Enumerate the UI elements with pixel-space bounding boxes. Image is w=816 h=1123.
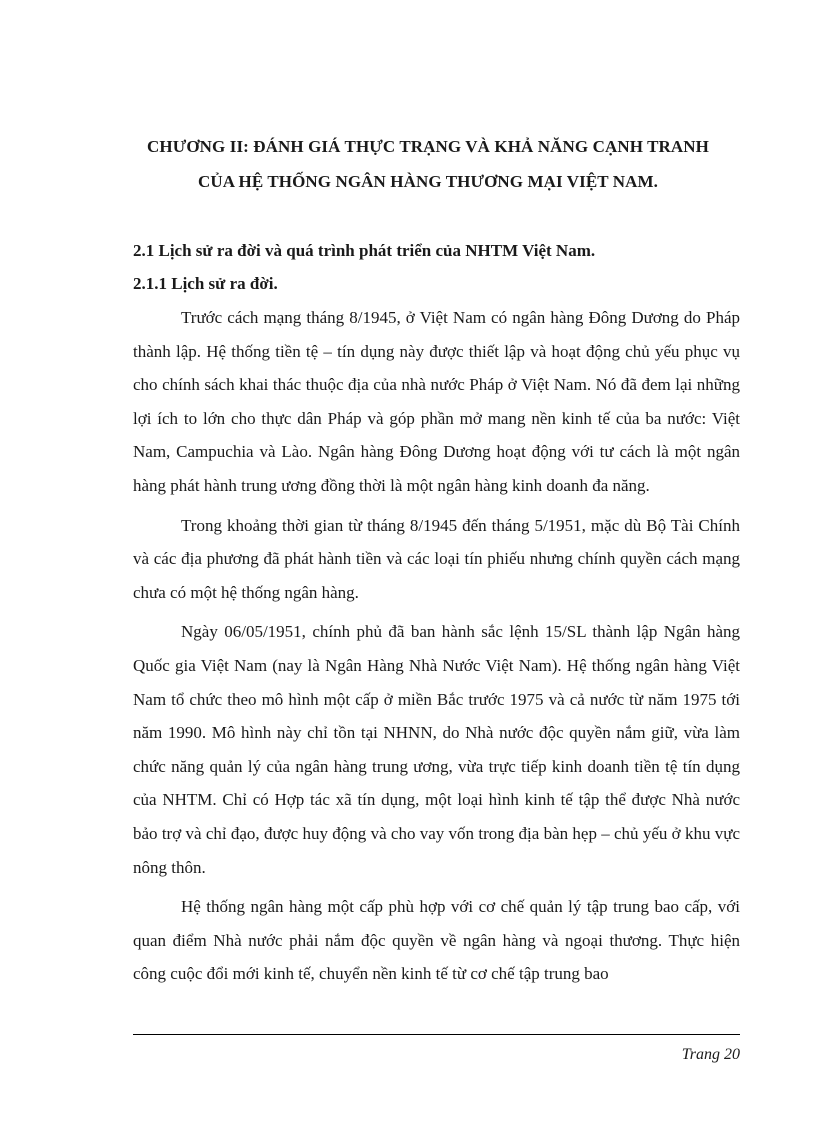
paragraph-4: Hệ thống ngân hàng một cấp phù hợp với cơ chế quản lý tập trung bao cấp, với quan điểm Nhà nước phải nắm độc quyền về ngân hàng và ngoại thương. Thực hiện công cuộc đổi mới kinh tế, chuyển nền kinh tế từ cơ chế tập trung bao: [133, 897, 740, 984]
chapter-title: [120, 129, 736, 199]
subsection-heading: 2.1.1 Lịch sử ra đời.: [133, 274, 278, 293]
section-heading: 2.1 Lịch sử ra đời và quá trình phát triển của NHTM Việt Nam.: [133, 241, 596, 260]
page-number: Trang 20: [681, 1046, 740, 1063]
paragraph-3: Ngày 06/05/1951, chính phủ đã ban hành sắc lệnh 15/SL thành lập Ngân hàng Quốc gia Việt Nam (nay là Ngân Hàng Nhà Nước Việt Nam). Hệ thống ngân hàng Việt Nam tổ chức theo mô hình một cấp ở miền Bắc trước 1975 và cả nước từ năm 1975 tới năm 1990. Mô hình này chỉ tồn tại NHNN, do Nhà nước độc quyền nắm giữ, vừa làm chức năng quản lý của ngân hàng trung ương, vừa trực tiếp kinh doanh tiền tệ tín dụng của NHTM. Chỉ có Hợp tác xã tín dụng, một loại hình kinh tế tập thể được Nhà nước bảo trợ và chỉ đạo, được huy động và cho vay vốn trong địa bàn hẹp – chủ yếu ở khu vực nông thôn.: [133, 622, 740, 877]
chapter-title-line-1: CHƯƠNG II: ĐÁNH GIÁ THỰC TRẠNG VÀ KHẢ NĂNG CẠNH TRANH: [147, 137, 709, 156]
body-text: [133, 301, 740, 997]
paragraph-2: Trong khoảng thời gian từ tháng 8/1945 đến tháng 5/1951, mặc dù Bộ Tài Chính và các địa phương đã phát hành tiền và các loại tín phiếu nhưng chính quyền cách mạng chưa có một hệ thống ngân hàng.: [133, 515, 740, 602]
chapter-title-line-2: CỦA HỆ THỐNG NGÂN HÀNG THƯƠNG MẠI VIỆT NAM.: [197, 172, 659, 191]
footer-divider: [133, 1034, 740, 1035]
paragraph-1: Trước cách mạng tháng 8/1945, ở Việt Nam có ngân hàng Đông Dương do Pháp thành lập. Hệ thống tiền tệ – tín dụng này được thiết lập và hoạt động chủ yếu phục vụ cho chính sách khai thác thuộc địa của nhà nước Pháp ở Việt Nam. Nó đã đem lại những lợi ích to lớn cho thực dân Pháp và góp phần mở mang nền kinh tế của ba nước: Việt Nam, Campuchia và Lào. Ngân hàng Đông Dương hoạt động với tư cách là một ngân hàng phát hành trung ương đồng thời là một ngân hàng kinh doanh đa năng.: [133, 308, 740, 495]
